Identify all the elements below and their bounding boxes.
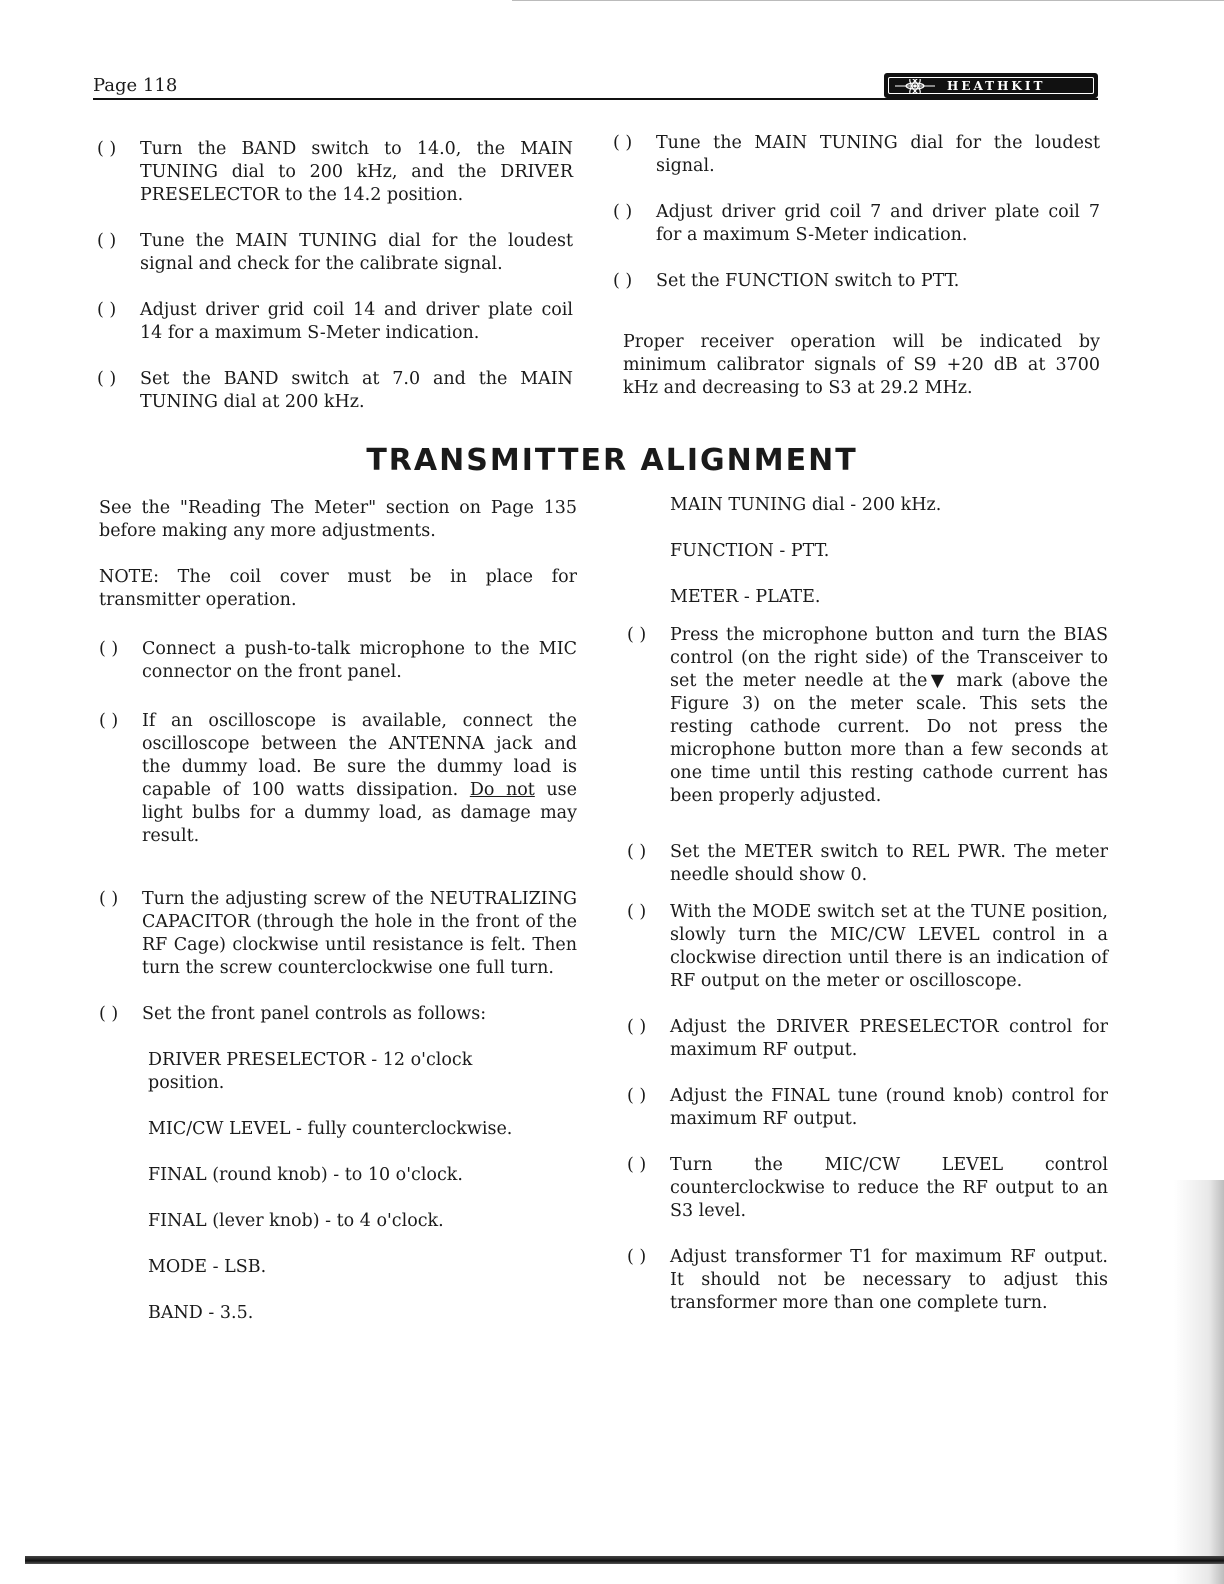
step-item <box>627 1016 1108 1062</box>
checkbox[interactable]: ( ) <box>613 271 633 291</box>
checkbox[interactable]: ( ) <box>99 711 119 731</box>
checkbox[interactable]: ( ) <box>97 369 117 389</box>
step-text: Set the front panel controls as follows: <box>142 1004 487 1024</box>
setting-line: MAIN TUNING dial - 200 kHz. <box>670 495 942 515</box>
settings-continued <box>627 494 1108 609</box>
step-item <box>97 368 573 414</box>
step-text: Adjust the FINAL tune (round knob) control for maximum RF output. <box>670 1086 1108 1129</box>
setting-line: MIC/CW LEVEL - fully counterclockwise. <box>148 1119 513 1139</box>
step-item <box>627 1154 1108 1223</box>
step-text: use light bulbs for a dummy load, as damage may result. <box>142 780 578 846</box>
checkbox[interactable]: ( ) <box>627 902 647 922</box>
step-item <box>97 138 573 207</box>
step-text: Set the METER switch to REL PWR. The meter needle should show 0. <box>670 842 1108 885</box>
checkbox[interactable]: ( ) <box>99 889 119 909</box>
step-item <box>99 638 577 684</box>
atom-icon <box>889 78 941 93</box>
checkbox[interactable]: ( ) <box>97 231 117 251</box>
checkbox[interactable]: ( ) <box>627 1086 647 1106</box>
checkbox[interactable]: ( ) <box>613 202 633 222</box>
heathkit-logo <box>884 73 1098 98</box>
top-right-column <box>613 132 1100 423</box>
scan-bottom-edge <box>25 1556 1224 1564</box>
setting-line: METER - PLATE. <box>670 587 821 607</box>
logo-wordmark: HEATHKIT <box>947 78 1046 93</box>
checkbox[interactable]: ( ) <box>627 625 647 645</box>
step-item <box>613 201 1100 247</box>
scan-binding-edge <box>1174 1180 1224 1584</box>
step-item <box>627 624 1108 808</box>
step-text: If an oscilloscope is available, connect the oscilloscope between the ANTENNA jack and the dummy load. Be sure the dummy load is capable of 100 watts dissipation. <box>142 711 577 800</box>
section-title: TRANSMITTER ALIGNMENT <box>366 443 858 478</box>
checkbox[interactable]: ( ) <box>99 1004 119 1024</box>
checkbox[interactable]: ( ) <box>97 139 117 159</box>
step-item <box>627 1246 1108 1315</box>
bottom-left-column <box>99 497 577 1348</box>
receiver-operation-note: Proper receiver operation will be indicated by minimum calibrator signals of S9 +20 dB at 3700 kHz and decreasing to S3 at 29.2 MHz. <box>623 332 1100 398</box>
step-item <box>99 710 577 848</box>
step-text: Adjust the DRIVER PRESELECTOR control for maximum RF output. <box>670 1017 1108 1060</box>
step-item <box>627 1085 1108 1131</box>
scan-top-edge <box>512 0 1224 1</box>
setting-line: DRIVER PRESELECTOR - 12 o'clock position. <box>148 1050 473 1093</box>
setting-line: FUNCTION - PTT. <box>670 541 830 561</box>
checkbox[interactable]: ( ) <box>627 1155 647 1175</box>
note-paragraph: NOTE: The coil cover must be in place for transmitter operation. <box>99 567 577 610</box>
step-text: Connect a push-to-talk microphone to the MIC connector on the front panel. <box>142 639 577 682</box>
checkbox[interactable]: ( ) <box>627 1017 647 1037</box>
step-item <box>613 132 1100 178</box>
setting-line: MODE - LSB. <box>148 1257 267 1277</box>
bottom-right-column <box>627 494 1108 1338</box>
step-text: Set the FUNCTION switch to PTT. <box>656 271 960 291</box>
intro-paragraph: See the "Reading The Meter" section on Page 135 before making any more adjustments. <box>99 498 577 541</box>
page-number: Page 118 <box>93 75 178 96</box>
setting-line: BAND - 3.5. <box>148 1303 254 1323</box>
step-item <box>627 841 1108 887</box>
checkbox[interactable]: ( ) <box>613 133 633 153</box>
checkbox[interactable]: ( ) <box>97 300 117 320</box>
checkbox[interactable]: ( ) <box>627 1247 647 1267</box>
step-text: Tune the MAIN TUNING dial for the loudest signal. <box>656 133 1100 176</box>
step-text: Turn the BAND switch to 14.0, the MAIN TUNING dial to 200 kHz, and the DRIVER PRESELECTOR to the 14.2 position. <box>140 139 573 205</box>
checkbox[interactable]: ( ) <box>99 639 119 659</box>
header-rule <box>93 98 1098 100</box>
step-text: Turn the MIC/CW LEVEL control counterclockwise to reduce the RF output to an S3 level. <box>670 1155 1108 1221</box>
step-text: Press the microphone button and turn the BIAS control (on the right side) of the Transceiver to set the meter needle at the▼ mark (above the Figure 3) on the meter scale. This sets the resting cathode current. Do not press the microphone button more than a few seconds at one time until this resting cathode current has been properly adjusted. <box>670 625 1108 806</box>
step-item <box>99 1003 577 1026</box>
setting-line: FINAL (lever knob) - to 4 o'clock. <box>148 1211 444 1231</box>
step-text: With the MODE switch set at the TUNE position, slowly turn the MIC/CW LEVEL control in a clockwise direction until there is an indication of RF output on the meter or oscilloscope. <box>670 902 1108 991</box>
step-text: Set the BAND switch at 7.0 and the MAIN TUNING dial at 200 kHz. <box>140 369 573 412</box>
checkbox[interactable]: ( ) <box>627 842 647 862</box>
step-item <box>97 230 573 276</box>
step-item <box>99 888 577 980</box>
setting-line: FINAL (round knob) - to 10 o'clock. <box>148 1165 463 1185</box>
do-not-emphasis: Do not <box>469 780 535 800</box>
top-left-column <box>97 138 573 437</box>
step-text: Turn the adjusting screw of the NEUTRALIZING CAPACITOR (through the hole in the front of the RF Cage) clockwise until resistance is felt. Then turn the screw counterclockwise one full turn. <box>142 889 577 978</box>
step-text: Adjust transformer T1 for maximum RF output. It should not be necessary to adjust this transformer more than one complete turn. <box>670 1247 1108 1313</box>
step-text: Adjust driver grid coil 14 and driver plate coil 14 for a maximum S-Meter indication. <box>140 300 573 343</box>
step-item <box>97 299 573 345</box>
step-item <box>613 270 1100 293</box>
step-text: Adjust driver grid coil 7 and driver plate coil 7 for a maximum S-Meter indication. <box>656 202 1100 245</box>
step-item <box>627 901 1108 993</box>
front-panel-settings <box>99 1049 528 1325</box>
step-text: Tune the MAIN TUNING dial for the loudest signal and check for the calibrate signal. <box>140 231 573 274</box>
